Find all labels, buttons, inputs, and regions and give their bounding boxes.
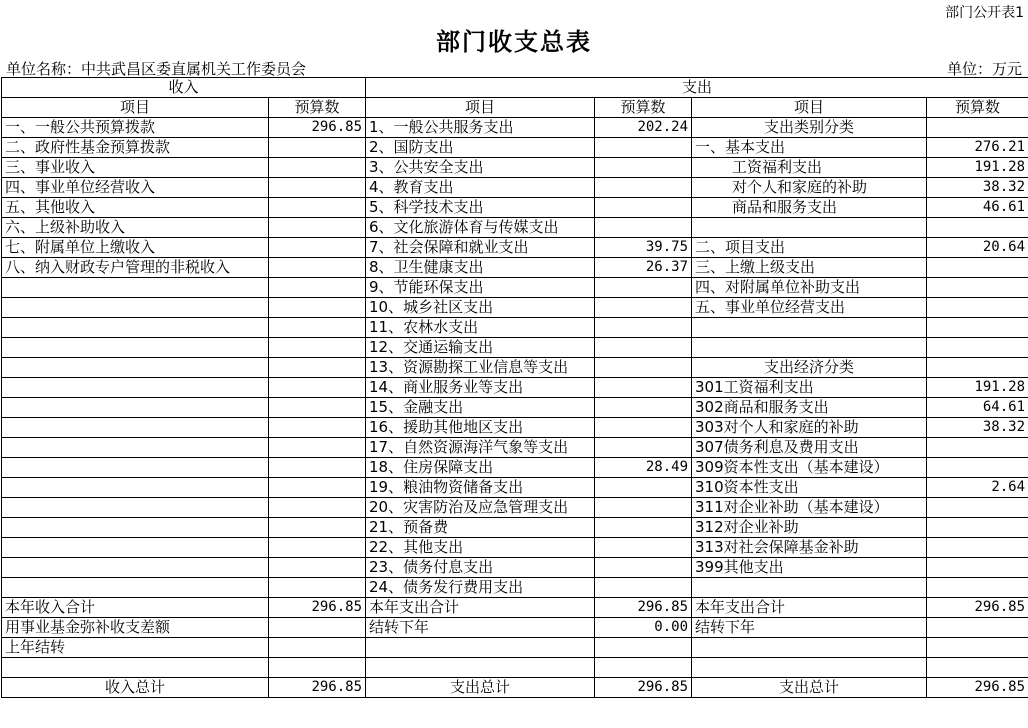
income-budget-cell: 296.85 [269, 118, 366, 138]
expense-class-budget-cell [927, 118, 1028, 138]
expense-class-item-cell [692, 658, 927, 678]
table-row [2, 578, 1028, 598]
expense-item-cell: 15、金融支出 [366, 398, 595, 418]
income-budget-cell [269, 318, 366, 338]
expense-class-item-cell: 四、对附属单位补助支出 [692, 278, 927, 298]
expense-budget-cell [595, 398, 692, 418]
expense-class-budget-cell: 2.64 [927, 478, 1028, 498]
column-header-item: 项目 [366, 98, 595, 118]
expense-class-item-cell: 303对个人和家庭的补助 [692, 418, 927, 438]
expense-class-item-cell: 结转下年 [692, 618, 927, 638]
page-title: 部门收支总表 [436, 28, 592, 56]
expense-class-item-cell: 二、项目支出 [692, 238, 927, 258]
income-item-cell: 一、一般公共预算拨款 [2, 118, 269, 138]
expense-item-cell: 6、文化旅游体育与传媒支出 [366, 218, 595, 238]
table-row [2, 278, 1028, 298]
expense-class-item-cell: 309资本性支出（基本建设） [692, 458, 927, 478]
expense-item-cell: 19、粮油物资储备支出 [366, 478, 595, 498]
table-row [2, 638, 1028, 658]
expense-item-cell: 21、预备费 [366, 518, 595, 538]
expense-class-item-cell: 支出经济分类 [692, 358, 927, 378]
table-row [2, 458, 1028, 478]
expense-header: 支出 [366, 78, 1028, 98]
table-row [2, 218, 1028, 238]
expense-class-item-cell [692, 338, 927, 358]
table-row [2, 658, 1028, 678]
expense-budget-cell [595, 578, 692, 598]
expense-class-budget-cell: 191.28 [927, 378, 1028, 398]
income-budget-cell [269, 458, 366, 478]
expense-class-item-cell: 312对企业补助 [692, 518, 927, 538]
income-budget-cell [269, 358, 366, 378]
expense-class-budget-cell [927, 218, 1028, 238]
table-row [2, 538, 1028, 558]
income-budget-cell [269, 378, 366, 398]
expense-item-cell: 9、节能环保支出 [366, 278, 595, 298]
income-item-cell [2, 538, 269, 558]
expense-item-cell: 10、城乡社区支出 [366, 298, 595, 318]
income-item-cell [2, 498, 269, 518]
expense-class-budget-cell [927, 438, 1028, 458]
expense-item-cell: 13、资源勘探工业信息等支出 [366, 358, 595, 378]
expense-class-budget-cell: 276.21 [927, 138, 1028, 158]
expense-class-budget-cell [927, 498, 1028, 518]
expense-item-cell: 4、教育支出 [366, 178, 595, 198]
expense-class-item-cell [692, 218, 927, 238]
income-item-cell [2, 358, 269, 378]
table-row [2, 358, 1028, 378]
table-row [2, 618, 1028, 638]
table-row [2, 418, 1028, 438]
expense-budget-cell: 202.24 [595, 118, 692, 138]
table-row [2, 238, 1028, 258]
income-item-cell [2, 418, 269, 438]
expense-class-budget-cell: 20.64 [927, 238, 1028, 258]
income-budget-cell [269, 338, 366, 358]
expense-budget-cell [595, 658, 692, 678]
income-header: 收入 [2, 78, 366, 98]
income-budget-cell [269, 258, 366, 278]
column-header-budget: 预算数 [927, 98, 1028, 118]
income-budget-cell [269, 278, 366, 298]
income-item-cell [2, 398, 269, 418]
expense-class-item-cell: 支出总计 [692, 678, 927, 698]
expense-class-item-cell: 一、基本支出 [692, 138, 927, 158]
income-budget-cell [269, 578, 366, 598]
expense-class-item-cell [692, 318, 927, 338]
expense-class-budget-cell [927, 638, 1028, 658]
expense-item-cell: 22、其他支出 [366, 538, 595, 558]
income-budget-cell [269, 638, 366, 658]
income-item-cell: 收入总计 [2, 678, 269, 698]
expense-budget-cell [595, 378, 692, 398]
expense-class-budget-cell: 64.61 [927, 398, 1028, 418]
expense-class-budget-cell: 38.32 [927, 178, 1028, 198]
expense-budget-cell [595, 138, 692, 158]
table-row [2, 298, 1028, 318]
table-row [2, 338, 1028, 358]
income-item-cell: 上年结转 [2, 638, 269, 658]
expense-budget-cell [595, 638, 692, 658]
expense-class-item-cell: 399其他支出 [692, 558, 927, 578]
expense-budget-cell [595, 558, 692, 578]
expense-class-item-cell: 301工资福利支出 [692, 378, 927, 398]
column-header-item: 项目 [2, 98, 269, 118]
expense-class-budget-cell: 38.32 [927, 418, 1028, 438]
expense-item-cell: 2、国防支出 [366, 138, 595, 158]
expense-item-cell: 1、一般公共服务支出 [366, 118, 595, 138]
expense-item-cell: 14、商业服务业等支出 [366, 378, 595, 398]
expense-class-budget-cell: 191.28 [927, 158, 1028, 178]
expense-budget-cell [595, 298, 692, 318]
table-row [2, 318, 1028, 338]
income-item-cell [2, 478, 269, 498]
income-item-cell [2, 318, 269, 338]
expense-budget-cell [595, 338, 692, 358]
income-budget-cell [269, 498, 366, 518]
income-item-cell: 七、附属单位上缴收入 [2, 238, 269, 258]
expense-budget-cell: 296.85 [595, 598, 692, 618]
expense-class-budget-cell [927, 578, 1028, 598]
income-budget-cell [269, 418, 366, 438]
income-item-cell [2, 518, 269, 538]
expense-budget-cell [595, 538, 692, 558]
expense-class-budget-cell [927, 518, 1028, 538]
table-row [2, 478, 1028, 498]
income-item-cell: 四、事业单位经营收入 [2, 178, 269, 198]
expense-budget-cell [595, 198, 692, 218]
expense-class-item-cell: 三、上缴上级支出 [692, 258, 927, 278]
table-row [2, 518, 1028, 538]
income-budget-cell [269, 618, 366, 638]
table-column-header-row [2, 98, 1028, 118]
income-budget-cell [269, 558, 366, 578]
expense-class-budget-cell [927, 558, 1028, 578]
expense-budget-cell [595, 438, 692, 458]
income-budget-cell [269, 298, 366, 318]
expense-budget-cell [595, 178, 692, 198]
expense-class-budget-cell: 296.85 [927, 678, 1028, 698]
income-budget-cell [269, 658, 366, 678]
income-item-cell: 本年收入合计 [2, 598, 269, 618]
expense-budget-cell [595, 278, 692, 298]
income-item-cell [2, 438, 269, 458]
expense-item-cell: 本年支出合计 [366, 598, 595, 618]
expense-class-budget-cell [927, 538, 1028, 558]
expense-class-budget-cell [927, 278, 1028, 298]
expense-budget-cell [595, 498, 692, 518]
expense-item-cell: 5、科学技术支出 [366, 198, 595, 218]
expense-item-cell: 11、农林水支出 [366, 318, 595, 338]
income-item-cell [2, 378, 269, 398]
expense-item-cell: 16、援助其他地区支出 [366, 418, 595, 438]
table-row [2, 158, 1028, 178]
table-row [2, 378, 1028, 398]
expense-budget-cell [595, 478, 692, 498]
expense-budget-cell [595, 158, 692, 178]
table-group-header-row [2, 78, 1028, 98]
income-budget-cell [269, 138, 366, 158]
expense-class-item-cell: 310资本性支出 [692, 478, 927, 498]
income-item-cell [2, 458, 269, 478]
income-item-cell: 二、政府性基金预算拨款 [2, 138, 269, 158]
expense-class-item-cell: 本年支出合计 [692, 598, 927, 618]
table-row [2, 678, 1028, 698]
expense-class-budget-cell [927, 618, 1028, 638]
expense-budget-cell [595, 518, 692, 538]
expense-class-budget-cell: 296.85 [927, 598, 1028, 618]
income-budget-cell [269, 438, 366, 458]
income-item-cell: 三、事业收入 [2, 158, 269, 178]
table-row [2, 558, 1028, 578]
expense-item-cell: 17、自然资源海洋气象等支出 [366, 438, 595, 458]
income-item-cell [2, 338, 269, 358]
table-row [2, 198, 1028, 218]
column-header-budget: 预算数 [595, 98, 692, 118]
expense-item-cell: 结转下年 [366, 618, 595, 638]
expense-class-item-cell [692, 578, 927, 598]
table-row [2, 398, 1028, 418]
table-number-label: 部门公开表1 [945, 5, 1024, 21]
table-row [2, 118, 1028, 138]
expense-item-cell: 8、卫生健康支出 [366, 258, 595, 278]
expense-item-cell [366, 638, 595, 658]
expense-class-budget-cell [927, 318, 1028, 338]
expense-class-budget-cell [927, 658, 1028, 678]
expense-class-item-cell: 工资福利支出 [692, 158, 927, 178]
income-budget-cell [269, 398, 366, 418]
expense-class-item-cell: 五、事业单位经营支出 [692, 298, 927, 318]
table-row [2, 178, 1028, 198]
expense-budget-cell: 26.37 [595, 258, 692, 278]
money-unit: 单位：万元 [946, 60, 1022, 78]
expense-budget-cell [595, 358, 692, 378]
income-item-cell: 用事业基金弥补收支差额 [2, 618, 269, 638]
income-item-cell [2, 658, 269, 678]
expense-item-cell [366, 658, 595, 678]
income-item-cell: 八、纳入财政专户管理的非税收入 [2, 258, 269, 278]
expense-budget-cell: 39.75 [595, 238, 692, 258]
income-budget-cell: 296.85 [269, 598, 366, 618]
income-budget-cell: 296.85 [269, 678, 366, 698]
expense-budget-cell [595, 218, 692, 238]
expense-item-cell: 7、社会保障和就业支出 [366, 238, 595, 258]
income-budget-cell [269, 198, 366, 218]
expense-budget-cell [595, 418, 692, 438]
table-row [2, 438, 1028, 458]
expense-budget-cell: 296.85 [595, 678, 692, 698]
expense-class-budget-cell [927, 258, 1028, 278]
expense-class-budget-cell [927, 338, 1028, 358]
expense-item-cell: 支出总计 [366, 678, 595, 698]
unit-name: 单位名称：中共武昌区委直属机关工作委员会 [6, 60, 307, 78]
expense-item-cell: 24、债务发行费用支出 [366, 578, 595, 598]
expense-class-item-cell: 商品和服务支出 [692, 198, 927, 218]
table-row [2, 258, 1028, 278]
income-item-cell: 五、其他收入 [2, 198, 269, 218]
income-budget-cell [269, 218, 366, 238]
income-budget-cell [269, 238, 366, 258]
income-item-cell [2, 298, 269, 318]
expense-class-budget-cell [927, 298, 1028, 318]
column-header-budget: 预算数 [269, 98, 366, 118]
expense-budget-cell [595, 318, 692, 338]
expense-item-cell: 20、灾害防治及应急管理支出 [366, 498, 595, 518]
expense-budget-cell: 28.49 [595, 458, 692, 478]
column-header-item: 项目 [692, 98, 927, 118]
income-budget-cell [269, 518, 366, 538]
expense-class-budget-cell [927, 358, 1028, 378]
income-item-cell [2, 278, 269, 298]
expense-class-item-cell: 313对社会保障基金补助 [692, 538, 927, 558]
table-row [2, 498, 1028, 518]
expense-class-budget-cell [927, 458, 1028, 478]
income-item-cell [2, 558, 269, 578]
expense-class-item-cell: 对个人和家庭的补助 [692, 178, 927, 198]
expense-class-item-cell: 311对企业补助（基本建设） [692, 498, 927, 518]
income-budget-cell [269, 478, 366, 498]
expense-item-cell: 18、住房保障支出 [366, 458, 595, 478]
expense-class-budget-cell: 46.61 [927, 198, 1028, 218]
expense-item-cell: 23、债务付息支出 [366, 558, 595, 578]
income-item-cell [2, 578, 269, 598]
expense-class-item-cell: 307债务利息及费用支出 [692, 438, 927, 458]
income-item-cell: 六、上级补助收入 [2, 218, 269, 238]
expense-budget-cell: 0.00 [595, 618, 692, 638]
expense-class-item-cell: 支出类别分类 [692, 118, 927, 138]
expense-item-cell: 12、交通运输支出 [366, 338, 595, 358]
expense-class-item-cell [692, 638, 927, 658]
expense-item-cell: 3、公共安全支出 [366, 158, 595, 178]
budget-table [1, 77, 1028, 698]
table-row [2, 598, 1028, 618]
income-budget-cell [269, 158, 366, 178]
table-row [2, 138, 1028, 158]
income-budget-cell [269, 178, 366, 198]
income-budget-cell [269, 538, 366, 558]
expense-class-item-cell: 302商品和服务支出 [692, 398, 927, 418]
